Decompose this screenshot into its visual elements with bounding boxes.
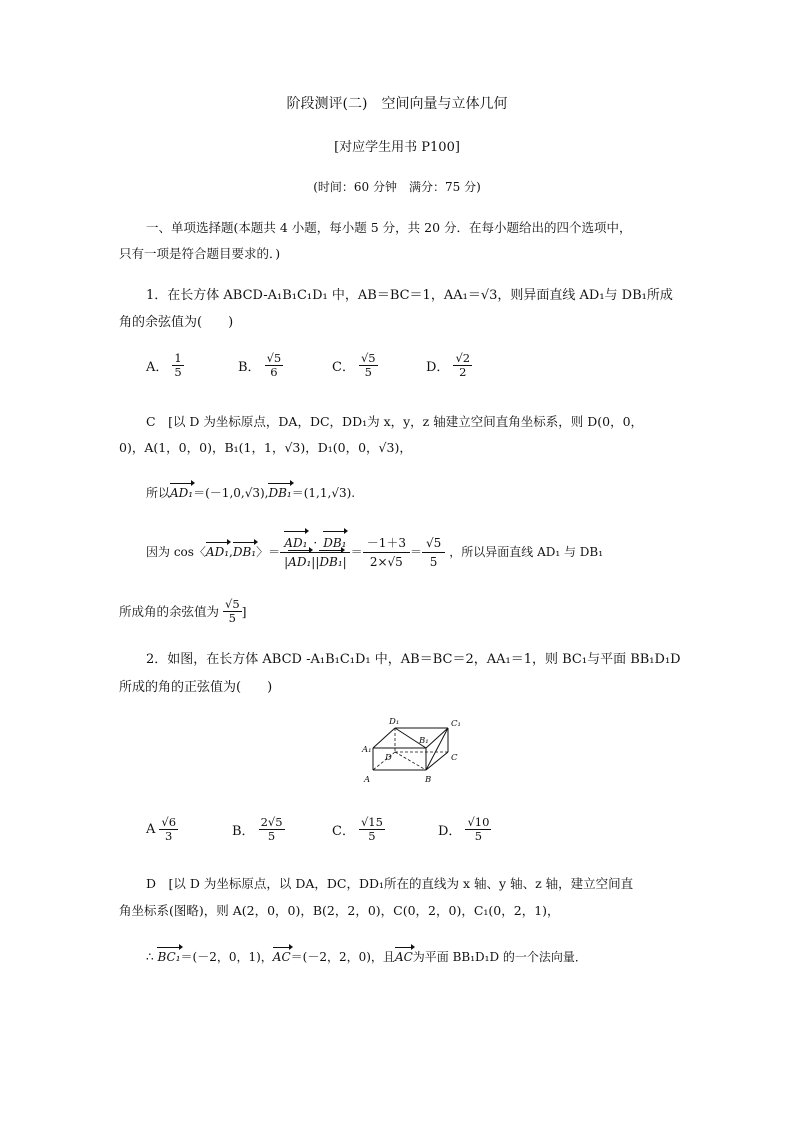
vector-bc1: BC₁	[157, 950, 181, 964]
conclusion-suffix: ]	[241, 603, 247, 619]
q1-option-a	[146, 352, 238, 379]
vector-ad1: AD₁	[205, 544, 230, 559]
section-intro-line2: 只有一项是符合题目要求的．)	[119, 246, 281, 261]
vector-db1: DB₁	[323, 536, 347, 550]
vector-ad1: AD₁	[170, 486, 194, 500]
abs-bar: |	[284, 555, 289, 569]
fraction-numerator: √5	[422, 534, 445, 553]
label-d: D	[385, 753, 392, 763]
option-label: B．	[238, 360, 261, 376]
cos-prefix: 因为 cos〈	[146, 544, 206, 559]
option-label: D．	[426, 360, 450, 376]
fraction-denominator: 5	[228, 611, 236, 626]
label-c1: C₁	[451, 719, 461, 729]
label-a: A	[364, 775, 371, 785]
normal-vector-text: 为平面 BB₁D₁D 的一个法向量．	[412, 950, 587, 964]
option-label: A	[146, 822, 156, 838]
option-numerator: √6	[161, 815, 177, 829]
option-label: C．	[332, 824, 355, 840]
q2-stem-line1: 2．如图，在长方体 ABCD -A₁B₁C₁D₁ 中，AB＝BC＝2，AA₁＝1，则 BC₁与平面 BB₁D₁D	[146, 652, 681, 667]
q1-option-d	[426, 352, 520, 379]
label-a1: A₁	[362, 745, 372, 755]
vector-db1-value: ＝(1,1,√3).	[291, 486, 356, 500]
q1-solution-line1: C [以 D 为坐标原点，DA，DC，DD₁为 x，y，z 轴建立空间直角坐标系，则 D(0，0，	[146, 414, 644, 429]
abs-bar: ||	[311, 555, 320, 569]
option-numerator: 1	[174, 351, 182, 365]
cos-fraction	[280, 534, 351, 571]
hidden-diagonal-db	[395, 752, 426, 770]
vector-ad1-value: ＝(－1,0,√3),	[193, 486, 269, 500]
vector-ad1: AD₁	[288, 555, 312, 569]
option-numerator: 2√5	[260, 815, 283, 829]
q2-stem-line2: 所成的角的正弦值为( )	[119, 680, 273, 695]
option-numerator: √15	[360, 815, 383, 829]
option-denominator: 5	[174, 365, 182, 380]
q1-solution-conclusion	[119, 598, 247, 625]
q2-option-b	[232, 816, 332, 843]
option-numerator: √5	[360, 351, 376, 365]
vector-db1: DB₁	[268, 486, 292, 500]
q2-option-a	[146, 816, 232, 843]
vector-bc1-value: ＝(－2，0，1)，	[180, 950, 273, 964]
fraction-denominator: 5	[429, 555, 438, 569]
edge-c1b1	[426, 728, 448, 748]
therefore-symbol: ∴	[146, 950, 154, 964]
section-intro-line1: 一、单项选择题(本题共 4 小题，每小题 5 分，共 20 分．在每小题给出的四个选项中，	[146, 220, 632, 235]
option-label: B．	[232, 824, 255, 840]
q2-options	[146, 816, 538, 843]
option-denominator: 2	[459, 365, 467, 380]
option-numerator: √10	[467, 815, 490, 829]
option-label: C．	[332, 360, 355, 376]
q1-solution-vectors	[146, 486, 355, 502]
option-denominator: 6	[270, 365, 278, 380]
edge-d1a1	[373, 728, 395, 748]
q2-solution-line1: D [以 D 为坐标原点，以 DA，DC，DD₁所在的直线为 x 轴、y 轴、z 轴，建立空间直	[146, 876, 634, 891]
label-c: C	[451, 753, 458, 763]
vector-db1: DB₁	[232, 544, 257, 559]
fraction-numerator: －1＋3	[363, 534, 410, 553]
vector-ad1: AD₁	[284, 536, 308, 550]
fraction-denominator: 2×√5	[369, 555, 403, 569]
q2-option-d	[438, 816, 538, 843]
label-d1: D₁	[389, 717, 400, 727]
option-denominator: 3	[165, 829, 173, 844]
cos-result-fraction	[422, 534, 445, 571]
equals-sign: ＝	[350, 544, 363, 559]
vectors-prefix: 所以	[146, 486, 171, 500]
q1-option-b	[238, 352, 332, 379]
conclusion-prefix: 所成角的余弦值为	[119, 603, 220, 619]
q1-solution-cosine	[146, 534, 603, 571]
vector-ac-value: ＝(－2，2，0)，且	[290, 950, 395, 964]
option-numerator: √2	[455, 351, 471, 365]
page-title: 阶段测评(二) 空间向量与立体几何	[286, 96, 508, 112]
q1-option-c	[332, 352, 426, 379]
edge-bc	[426, 752, 448, 770]
cuboid-figure	[355, 712, 465, 794]
dot-operator: ·	[313, 536, 318, 550]
label-b1: B₁	[419, 736, 429, 746]
q2-solution-line2: 角坐标系(图略)，则 A(2，0，0)，B(2，2，0)，C(0，2，0)，C₁(0，2，1)，	[119, 903, 560, 918]
fraction-numerator: √5	[225, 597, 240, 611]
q2-option-c	[332, 816, 438, 843]
diagonal-bc1	[426, 728, 448, 770]
cos-value-fraction	[363, 534, 410, 571]
option-denominator: 5	[474, 829, 483, 844]
label-b: B	[425, 775, 432, 785]
q1-stem-line2: 角的余弦值为( )	[119, 315, 234, 330]
q1-options	[146, 352, 520, 379]
equals-sign: ＝	[409, 544, 422, 559]
option-numerator: √5	[266, 351, 282, 365]
page-subtitle: [对应学生用书 P100]	[334, 140, 460, 155]
option-denominator: 5	[368, 829, 376, 844]
cos-tail: ，所以异面直线 AD₁ 与 DB₁	[449, 544, 604, 559]
vector-ac: AC	[394, 950, 413, 964]
option-label: A．	[146, 360, 169, 376]
cos-suffix: 〉＝	[256, 544, 281, 559]
option-denominator: 5	[267, 829, 276, 844]
cos-separator: ,	[229, 544, 233, 559]
q1-stem-line1: 1．在长方体 ABCD-A₁B₁C₁D₁ 中，AB＝BC＝1，AA₁＝√3，则异面直线 AD₁与 DB₁所成	[146, 288, 673, 303]
abs-bar: |	[342, 555, 347, 569]
vector-ac: AC	[272, 950, 291, 964]
option-label: D．	[438, 824, 462, 840]
q1-solution-line2: 0)，A(1，0，0)，B₁(1，1，√3)，D₁(0，0，√3)，	[119, 440, 412, 455]
q2-solution-line3	[146, 950, 587, 966]
exam-meta: (时间：60 分钟 满分：75 分)	[313, 180, 481, 194]
vector-db1: DB₁	[319, 555, 343, 569]
option-denominator: 5	[364, 365, 372, 380]
